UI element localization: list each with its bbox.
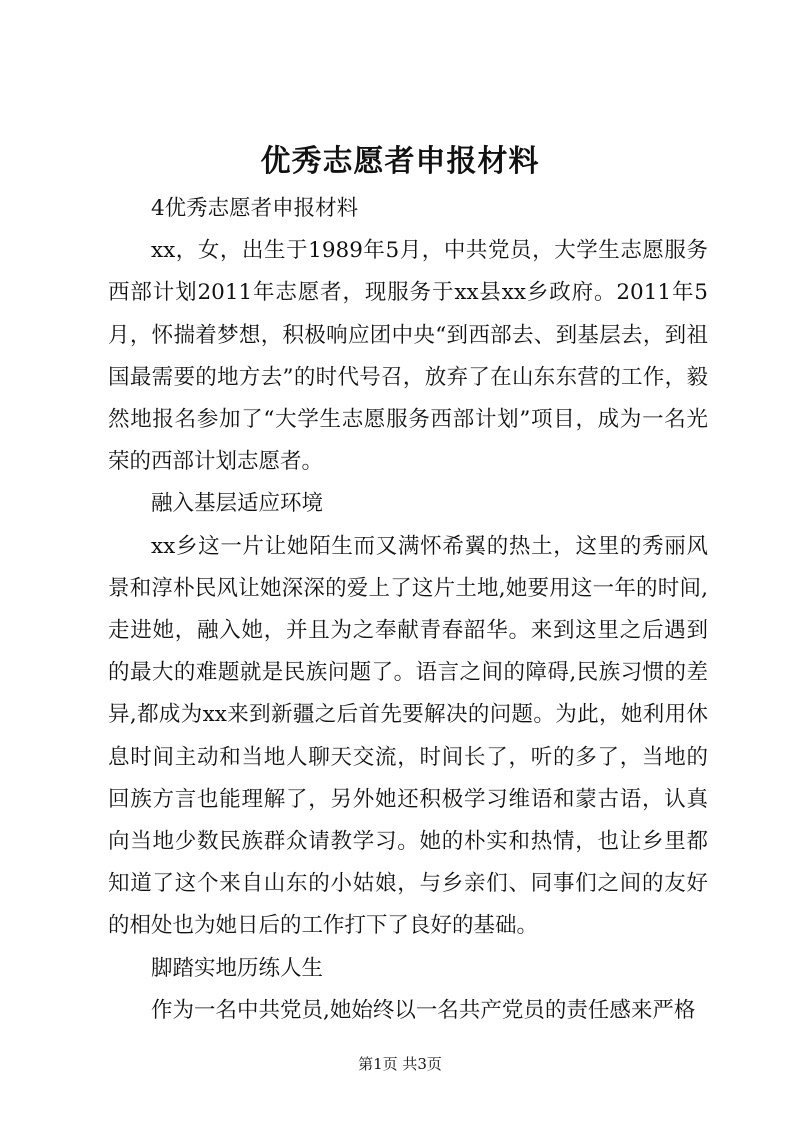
document-body	[108, 188, 708, 1032]
body-paragraph: xx乡这一片让她陌生而又满怀希翼的热土，这里的秀丽风景和淳朴民风让她深深的爱上了这片土地,她要用这一年的时间,走进她，融入她，并且为之奉献青春韶华。来到这里之后遇到的最大的难题就是民族问题了。语言之间的障碍,民族习惯的差异,都成为xx来到新疆之后首先要解决的问题。为此，她利用休息时间主动和当地人聊天交流，时间长了，听的多了，当地的回族方言也能理解了，另外她还积极学习维语和蒙古语，认真向当地少数民族群众请教学习。她的朴实和热情，也让乡里都知道了这个来自山东的小姑娘，与乡亲们、同事们之间的友好的相处也为她日后的工作打下了良好的基础。	[108, 533, 708, 939]
section-heading: 融入基层适应环境	[151, 491, 324, 517]
section-heading: 脚踏实地历练人生	[151, 955, 324, 981]
subtitle-paragraph: 4优秀志愿者申报材料	[151, 196, 359, 221]
page-number-footer: 第1页 共3页	[358, 1055, 442, 1073]
document-title: 优秀志愿者申报材料	[260, 144, 540, 179]
body-paragraph: 作为一名中共党员,她始终以一名共产党员的责任感来严格	[151, 997, 696, 1023]
intro-paragraph: xx，女，出生于1989年5月，中共党员，大学生志愿服务西部计划2011年志愿者，现服务于xx县xx乡政府。2011年5月，怀揣着梦想，积极响应团中央“到西部去、到基层去，到祖国最需要的地方去”的时代号召，放弃了在山东东营的工作，毅然地报名参加了“大学生志愿服务西部计划”项目，成为一名光荣的西部计划志愿者。	[108, 238, 708, 475]
